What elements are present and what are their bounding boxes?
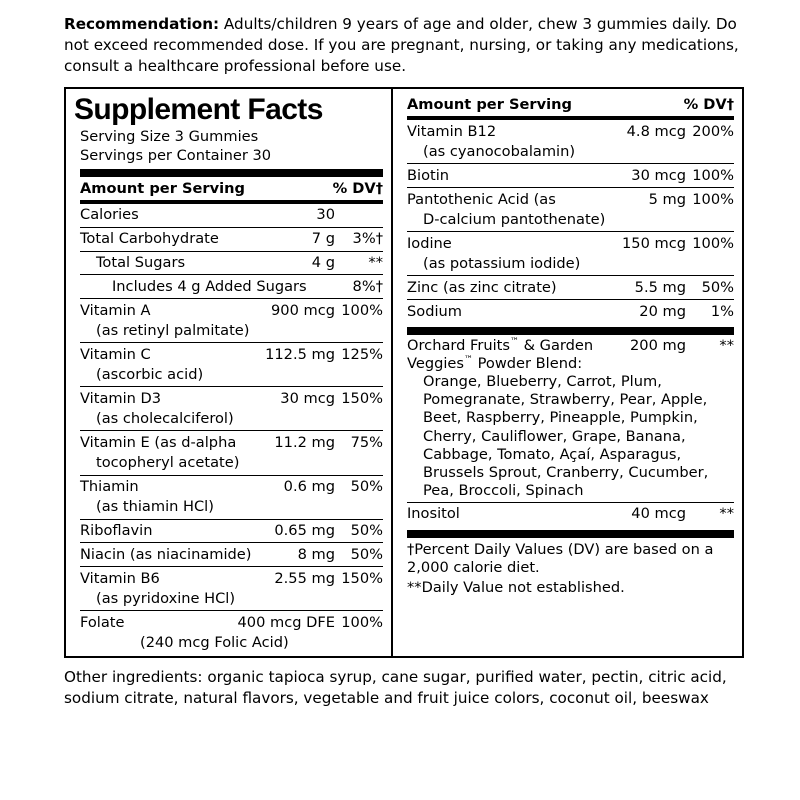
nutrient-row <box>80 343 383 366</box>
supplement-facts-panel <box>64 87 744 658</box>
nutrient-row <box>407 232 734 255</box>
nutrient-row <box>80 299 383 322</box>
nutrient-dv: 3%† <box>352 230 383 248</box>
nutrient-amount: 900 mcg <box>271 301 335 319</box>
trademark-icon: ™ <box>464 355 473 366</box>
nutrient-source: (ascorbic acid) <box>96 366 204 384</box>
nutrient-amount: 4.8 mcg <box>626 122 686 140</box>
nutrient-name: Vitamin E (as d-alpha <box>80 433 237 451</box>
nutrient-name: Riboflavin <box>80 522 153 540</box>
nutrient-name: Vitamin D3 <box>80 389 162 407</box>
nutrient-amount: 8 mg <box>297 545 335 563</box>
nutrient-row <box>80 252 383 275</box>
nutrient-name: Niacin (as niacinamide) <box>80 545 252 563</box>
blend-amount: 200 mg <box>630 337 686 355</box>
nutrient-name: Total Carbohydrate <box>80 230 219 248</box>
servings-per-container: Servings per Container 30 <box>80 146 272 164</box>
left-header-row <box>80 177 383 200</box>
nutrient-row <box>80 543 383 566</box>
nutrient-name: Vitamin B12 <box>407 122 497 140</box>
nutrient-source: (as thiamin HCl) <box>96 498 214 516</box>
nutrient-dv: 50% <box>350 522 383 540</box>
nutrient-amount: 0.65 mg <box>274 522 335 540</box>
nutrient-row <box>80 520 383 543</box>
nutrient-name: Folate <box>80 613 125 631</box>
nutrient-name: Includes 4 g Added Sugars <box>112 277 307 295</box>
nutrient-source: (as potassium iodide) <box>423 254 581 272</box>
nutrient-amount: 30 mcg <box>280 389 335 407</box>
nutrient-dv: 125% <box>341 345 383 363</box>
nutrient-amount: 2.55 mg <box>274 569 335 587</box>
left-header-amount: Amount per Serving <box>80 179 245 197</box>
nutrient-amount: 7 g <box>311 230 335 248</box>
nutrient-row <box>80 431 383 454</box>
recommendation-label: Recommendation: <box>64 15 220 33</box>
nutrient-amount: 30 mcg <box>631 166 686 184</box>
other-ingredients-text: organic tapioca syrup, cane sugar, purified water, pectin, citric acid, sodium citrate, natural flavors, vegetable and fruit juice colors, coconut oil, beeswax <box>64 668 727 708</box>
footnote-not-established: **Daily Value not established. <box>407 579 625 597</box>
divider-heavy-left <box>80 169 383 177</box>
nutrient-dv: 8%† <box>352 277 383 295</box>
blend-name-a: Orchard Fruits <box>407 337 510 355</box>
nutrient-dv: 150% <box>341 389 383 407</box>
serving-size: Serving Size 3 Gummies <box>80 128 259 146</box>
other-ingredients-label: Other ingredients: <box>64 668 203 687</box>
right-header-amount: Amount per Serving <box>407 95 572 113</box>
nutrient-name: Total Sugars <box>96 254 186 272</box>
nutrient-name: Vitamin C <box>80 345 151 363</box>
nutrient-row <box>407 120 734 143</box>
nutrient-row <box>80 567 383 590</box>
nutrient-row <box>80 476 383 499</box>
nutrient-name: Thiamin <box>80 478 139 496</box>
nutrient-row <box>80 611 383 634</box>
blend-name-line2 <box>407 355 734 373</box>
nutrient-amount: 400 mcg DFE <box>237 613 335 631</box>
nutrient-name: Inositol <box>407 505 460 523</box>
nutrient-name: Sodium <box>407 302 462 320</box>
blend-ingredients: Orange, Blueberry, Carrot, Plum, Pomegranate, Strawberry, Pear, Apple, Beet, Raspberry, Pineapple, Pumpkin, Cherry, Cauliflower, Grape, Banana, Cabbage, Tomato, Açaí, Asparagus, Brussels Sprout, Cranberry, Cucumber, Pea, Broccoli, Spinach <box>423 373 709 499</box>
nutrient-name: Pantothenic Acid (as <box>407 190 556 208</box>
blend-name-line1 <box>407 337 630 355</box>
nutrient-amount: 5.5 mg <box>634 278 686 296</box>
nutrient-name: Iodine <box>407 234 452 252</box>
nutrient-dv: 100% <box>692 190 734 208</box>
nutrient-name: Vitamin A <box>80 301 151 319</box>
nutrient-source: (240 mcg Folic Acid) <box>140 634 289 652</box>
nutrient-dv: 100% <box>341 301 383 319</box>
nutrient-dv: 50% <box>701 278 734 296</box>
nutrient-amount: 112.5 mg <box>265 345 335 363</box>
recommendation-paragraph <box>64 14 744 77</box>
other-ingredients-paragraph <box>64 667 754 709</box>
right-header-dv: % DV† <box>683 95 734 113</box>
nutrient-source: tocopheryl acetate) <box>96 454 240 472</box>
panel-title: Supplement Facts <box>74 92 323 126</box>
nutrient-row <box>80 275 383 298</box>
nutrient-row <box>407 164 734 187</box>
footnote-daily-values: †Percent Daily Values (DV) are based on a 2,000 calorie diet. <box>407 540 714 577</box>
nutrient-dv: ** <box>719 505 734 523</box>
nutrient-source: D-calcium pantothenate) <box>423 210 606 228</box>
divider-heavy-right <box>407 327 734 335</box>
nutrient-row <box>80 228 383 251</box>
nutrient-name: Vitamin B6 <box>80 569 160 587</box>
trademark-icon: ™ <box>510 337 519 348</box>
blend-name-d: Powder Blend: <box>477 355 583 373</box>
nutrient-name: Biotin <box>407 166 450 184</box>
nutrient-source: (as pyridoxine HCl) <box>96 590 236 607</box>
nutrient-name: Zinc (as zinc citrate) <box>407 278 557 296</box>
nutrient-amount: 5 mg <box>648 190 686 208</box>
nutrient-amount: 0.6 mg <box>283 478 335 496</box>
nutrient-source: (as cyanocobalamin) <box>423 143 576 160</box>
blend-dv: ** <box>719 337 734 355</box>
divider-heavy-footnote <box>407 530 734 538</box>
nutrient-row <box>80 387 383 410</box>
nutrient-dv: 1% <box>710 302 734 320</box>
left-header-dv: % DV† <box>332 179 383 197</box>
nutrient-source: (as cholecalciferol) <box>96 410 234 428</box>
nutrient-amount: 20 mg <box>639 302 686 320</box>
nutrient-dv: 100% <box>692 166 734 184</box>
nutrient-source: (as retinyl palmitate) <box>96 321 250 339</box>
blend-name-b: & Garden <box>523 337 594 355</box>
nutrient-name: Calories <box>80 206 139 224</box>
nutrient-row <box>80 204 383 227</box>
nutrient-amount: 4 g <box>311 254 335 272</box>
panel-right-column <box>392 87 744 658</box>
nutrient-amount: 40 mcg <box>631 505 686 523</box>
nutrient-dv: 100% <box>692 234 734 252</box>
nutrient-row <box>407 276 734 299</box>
nutrient-dv: 150% <box>341 569 383 587</box>
recommendation-text: Adults/children 9 years of age and older, chew 3 gummies daily. Do not exceed recommended dose. If you are pregnant, nursing, or taking any medications, consult a healthcare professional before use. <box>64 15 739 75</box>
nutrient-dv: ** <box>368 254 383 272</box>
nutrient-dv: 75% <box>350 433 383 451</box>
nutrient-amount: 150 mcg <box>622 234 686 252</box>
right-header-row <box>407 93 734 116</box>
nutrient-amount: 11.2 mg <box>274 433 335 451</box>
panel-left-column <box>64 87 392 658</box>
nutrient-dv: 200% <box>692 122 734 140</box>
blend-row <box>407 335 734 355</box>
nutrient-dv: 50% <box>350 478 383 496</box>
nutrient-amount: 30 <box>316 206 335 224</box>
nutrient-dv: 100% <box>341 613 383 631</box>
blend-name-c: Veggies <box>407 355 464 373</box>
nutrient-row <box>407 300 734 323</box>
nutrient-row <box>407 188 734 211</box>
nutrient-dv: 50% <box>350 545 383 563</box>
nutrient-row <box>407 503 734 526</box>
